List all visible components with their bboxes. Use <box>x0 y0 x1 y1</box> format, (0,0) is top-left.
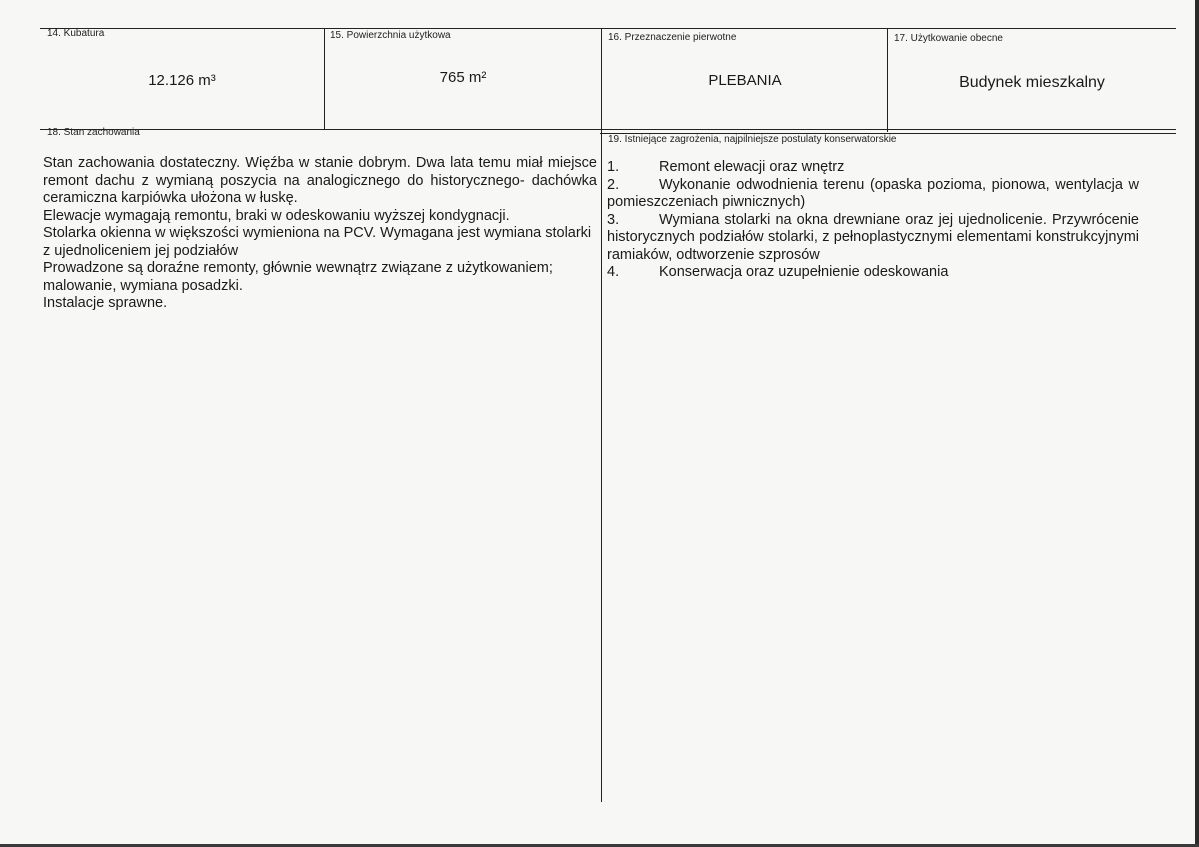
list-item <box>607 159 1139 177</box>
list-item-text: Konserwacja oraz uzupełnienie odeskowania <box>659 264 949 280</box>
list-item <box>607 212 1139 265</box>
kubatura-value: 12.126 m³ <box>148 72 216 89</box>
stan-label: 18. Stan zachowania <box>47 127 140 138</box>
scan-edge-right <box>1195 0 1199 847</box>
stan-line: Stan zachowania dostateczny. Więźba w stanie dobrym. Dwa lata temu miał miejsce remont dachu z wymianą poszycia na analogicznego do historycznego- dachówka ceramiczna karpiówka ułożona w łuskę. <box>43 155 597 206</box>
zagrozenia-label: 19. Istniejące zagrożenia, najpilniejsze postulaty konserwatorskie <box>608 134 897 145</box>
divider-16 <box>601 28 602 802</box>
powierzchnia-value: 765 m² <box>439 69 487 86</box>
list-item-number: 3. <box>607 211 620 228</box>
stan-line: Elewacje wymagają remontu, braki w odeskowaniu wyższej kondygnacji. <box>43 207 510 224</box>
list-item <box>607 177 1139 212</box>
stan-line: Prowadzone są doraźne remonty, głównie wewnątrz związane z użytkowaniem; malowanie, wymiana posadzki. <box>43 260 553 294</box>
przeznaczenie-label: 16. Przeznaczenie pierwotne <box>608 32 737 43</box>
list-item-text: Wykonanie odwodnienia terenu (opaska pozioma, pionowa, wentylacja w pomieszczeniach piwnicznych) <box>607 176 1139 210</box>
kubatura-label: 14. Kubatura <box>47 28 105 39</box>
list-item-text: Remont elewacji oraz wnętrz <box>659 159 845 175</box>
zagrozenia-list <box>607 159 1139 282</box>
list-item-number: 1. <box>607 159 620 175</box>
list-item-text: Wymiana stolarki na okna drewniane oraz jej ujednolicenie. Przywrócenie historycznych podziałów stolarki, z pełnoplastycznymi elementami konstrukcyjnymi ramiaków, odtworzenie szprosów <box>607 211 1139 263</box>
list-item-number: 4. <box>607 264 620 280</box>
uzytkowanie-value: Budynek mieszkalny <box>959 74 1105 91</box>
uzytkowanie-label: 17. Użytkowanie obecne <box>894 33 1003 44</box>
przeznaczenie-value: PLEBANIA <box>708 72 782 89</box>
stan-line: Stolarka okienna w większości wymieniona na PCV. Wymagana jest wymiana stolarki z ujednoliceniem jej podziałów <box>43 225 592 259</box>
powierzchnia-label: 15. Powierzchnia użytkowa <box>330 30 451 41</box>
stan-text <box>43 155 597 313</box>
list-item <box>607 264 1139 282</box>
stan-line: Instalacje sprawne. <box>43 295 168 311</box>
top-row-bottom-line <box>40 129 1176 130</box>
list-item-number: 2. <box>607 176 620 193</box>
top-row-line <box>40 28 1176 29</box>
